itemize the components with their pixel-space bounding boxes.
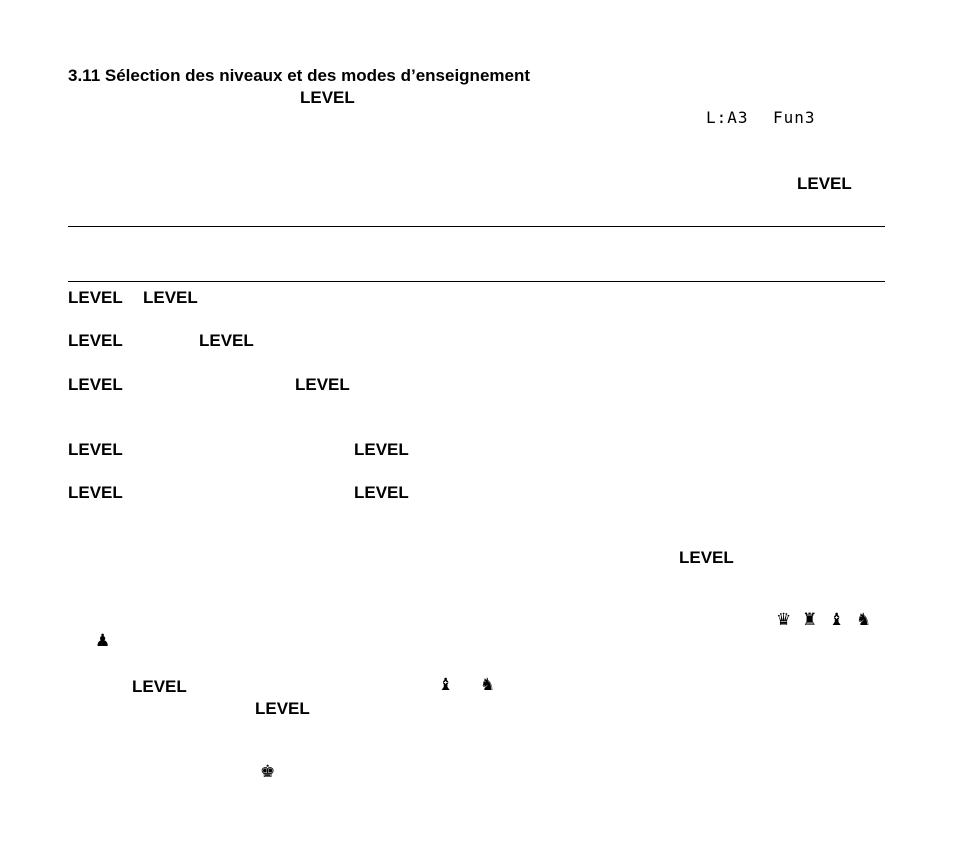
pawn-icon: ♟ [95, 631, 111, 651]
level-key-label: LEVEL [679, 548, 734, 567]
bishop-icon: ♝ [438, 675, 454, 695]
section-heading: 3.11 Sélection des niveaux et des modes d’enseignement [68, 66, 531, 85]
level-key-label: LEVEL [68, 440, 123, 459]
table-top-rule [68, 226, 885, 227]
level-key-label: LEVEL [199, 331, 254, 350]
level-key-label: LEVEL [68, 483, 123, 502]
rook-icon: ♜ [802, 610, 818, 630]
level-key-label: LEVEL [255, 699, 310, 718]
lcd-level-readout: L:A3 [706, 108, 749, 127]
level-key-label: LEVEL [354, 440, 409, 459]
table-header-rule [68, 281, 885, 282]
level-key-label: LEVEL [797, 174, 852, 193]
knight-icon: ♞ [856, 610, 872, 630]
level-key-label: LEVEL [68, 331, 123, 350]
bishop-icon: ♝ [829, 610, 845, 630]
lcd-mode-readout: Fun3 [773, 108, 816, 127]
king-icon: ♚ [260, 762, 276, 782]
level-key-label: LEVEL [295, 375, 350, 394]
level-key-label: LEVEL [68, 288, 123, 307]
level-key-label: LEVEL [132, 677, 187, 696]
knight-icon: ♞ [480, 675, 496, 695]
queen-icon: ♛ [776, 610, 792, 630]
level-key-label: LEVEL [300, 88, 355, 107]
level-key-label: LEVEL [354, 483, 409, 502]
level-key-label: LEVEL [68, 375, 123, 394]
level-key-label: LEVEL [143, 288, 198, 307]
